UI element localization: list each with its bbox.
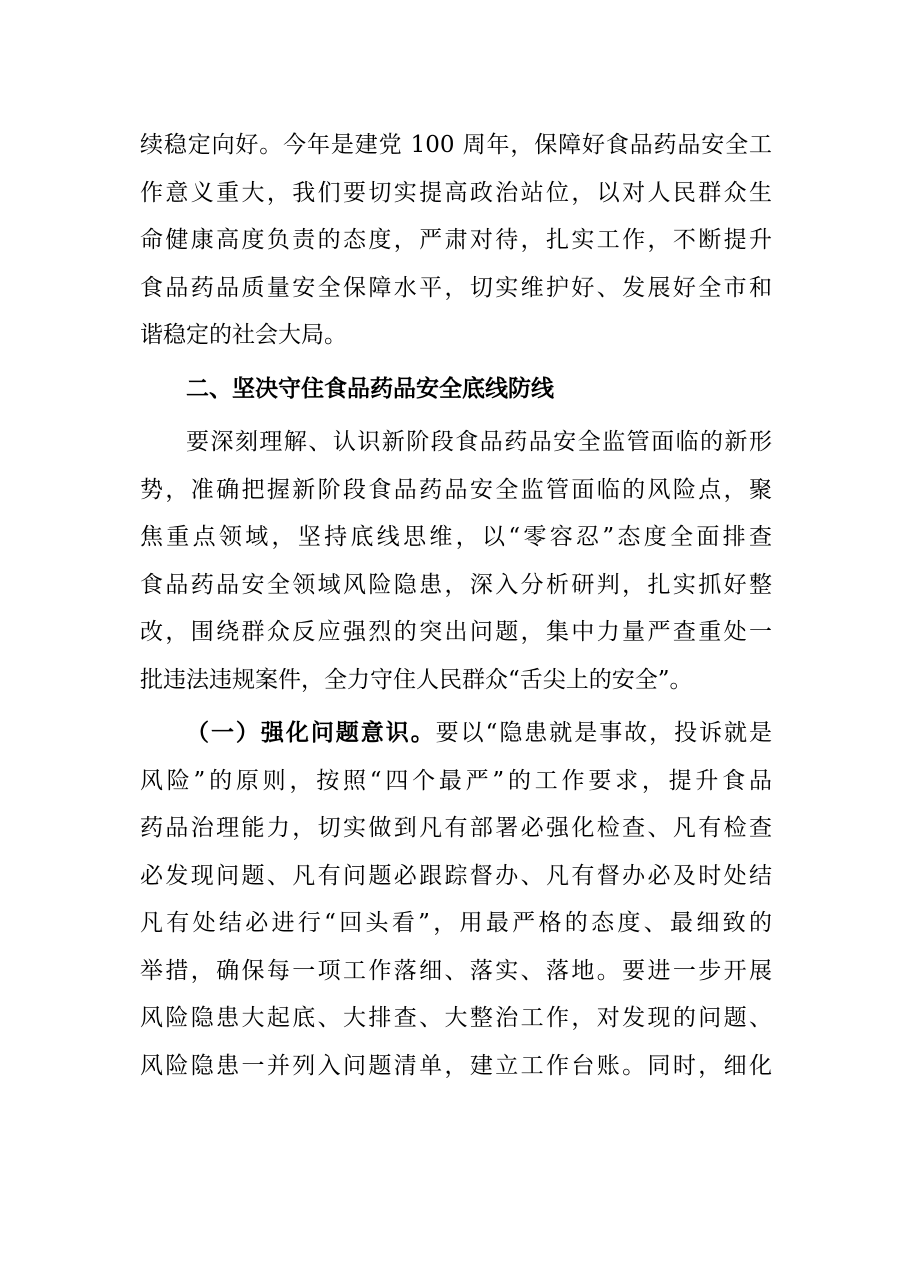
text-line: 谐稳定的社会大局。 (140, 322, 347, 348)
text-line: 药品治理能力，切实做到凡有部署必强化检查、凡有检查 (140, 815, 772, 841)
text-line: 风险隐患大起底、大排查、大整治工作，对发现的问题、 (140, 1005, 772, 1031)
text-line: 食品药品质量安全保障水平，切实维护好、发展好全市和 (140, 274, 772, 301)
text-line: 批违法违规案件，全力守住人民群众“舌尖上的安全”。 (140, 666, 693, 693)
text-line: 作意义重大，我们要切实提高政治站位，以对人民群众生 (140, 179, 772, 206)
text-line: 风险”的原则，按照“四个最严”的工作要求，提升食品 (140, 767, 772, 794)
text-line: 举措，确保每一项工作落细、落实、落地。要进一步开展 (140, 957, 772, 984)
subsection-text: 要以“隐患就是事故，投诉就是 (435, 720, 772, 746)
text-line: 势，准确把握新阶段食品药品安全监管面临的风险点，聚 (140, 476, 772, 503)
text-line: 食品药品安全领域风险隐患，深入分析研判，扎实抓好整 (140, 571, 772, 598)
paragraph-continuation (140, 122, 772, 360)
text-line: 续稳定向好。今年是建党 100 周年，保障好食品药品安全工 (140, 132, 772, 158)
text-line: 命健康高度负责的态度，严肃对待，扎实工作，不断提升 (140, 227, 772, 253)
text-line: 焦重点领域，坚持底线思维，以“零容忍”态度全面排查 (140, 524, 772, 550)
text-line: 必发现问题、凡有问题必跟踪督办、凡有督办必及时处结 (140, 862, 772, 889)
document-body (140, 122, 772, 1090)
section-heading: 二、坚决守住食品药品安全底线防线 (186, 375, 554, 402)
text-line: 改，围绕群众反应强烈的突出问题，集中力量严查重处一 (140, 619, 772, 645)
paragraph-bottom-line (140, 419, 772, 704)
text-line: 风险隐患一并列入问题清单，建立工作台账。同时，细化 (140, 1052, 772, 1079)
text-line: 凡有处结必进行“回头看”，用最严格的态度、最细致的 (140, 910, 772, 936)
text-line: 要深刻理解、认识新阶段食品药品安全监管面临的新形 (186, 429, 772, 455)
text-line (140, 710, 772, 758)
paragraph-problem-awareness (140, 710, 772, 1090)
subsection-lead: （一）强化问题意识。 (186, 720, 436, 746)
